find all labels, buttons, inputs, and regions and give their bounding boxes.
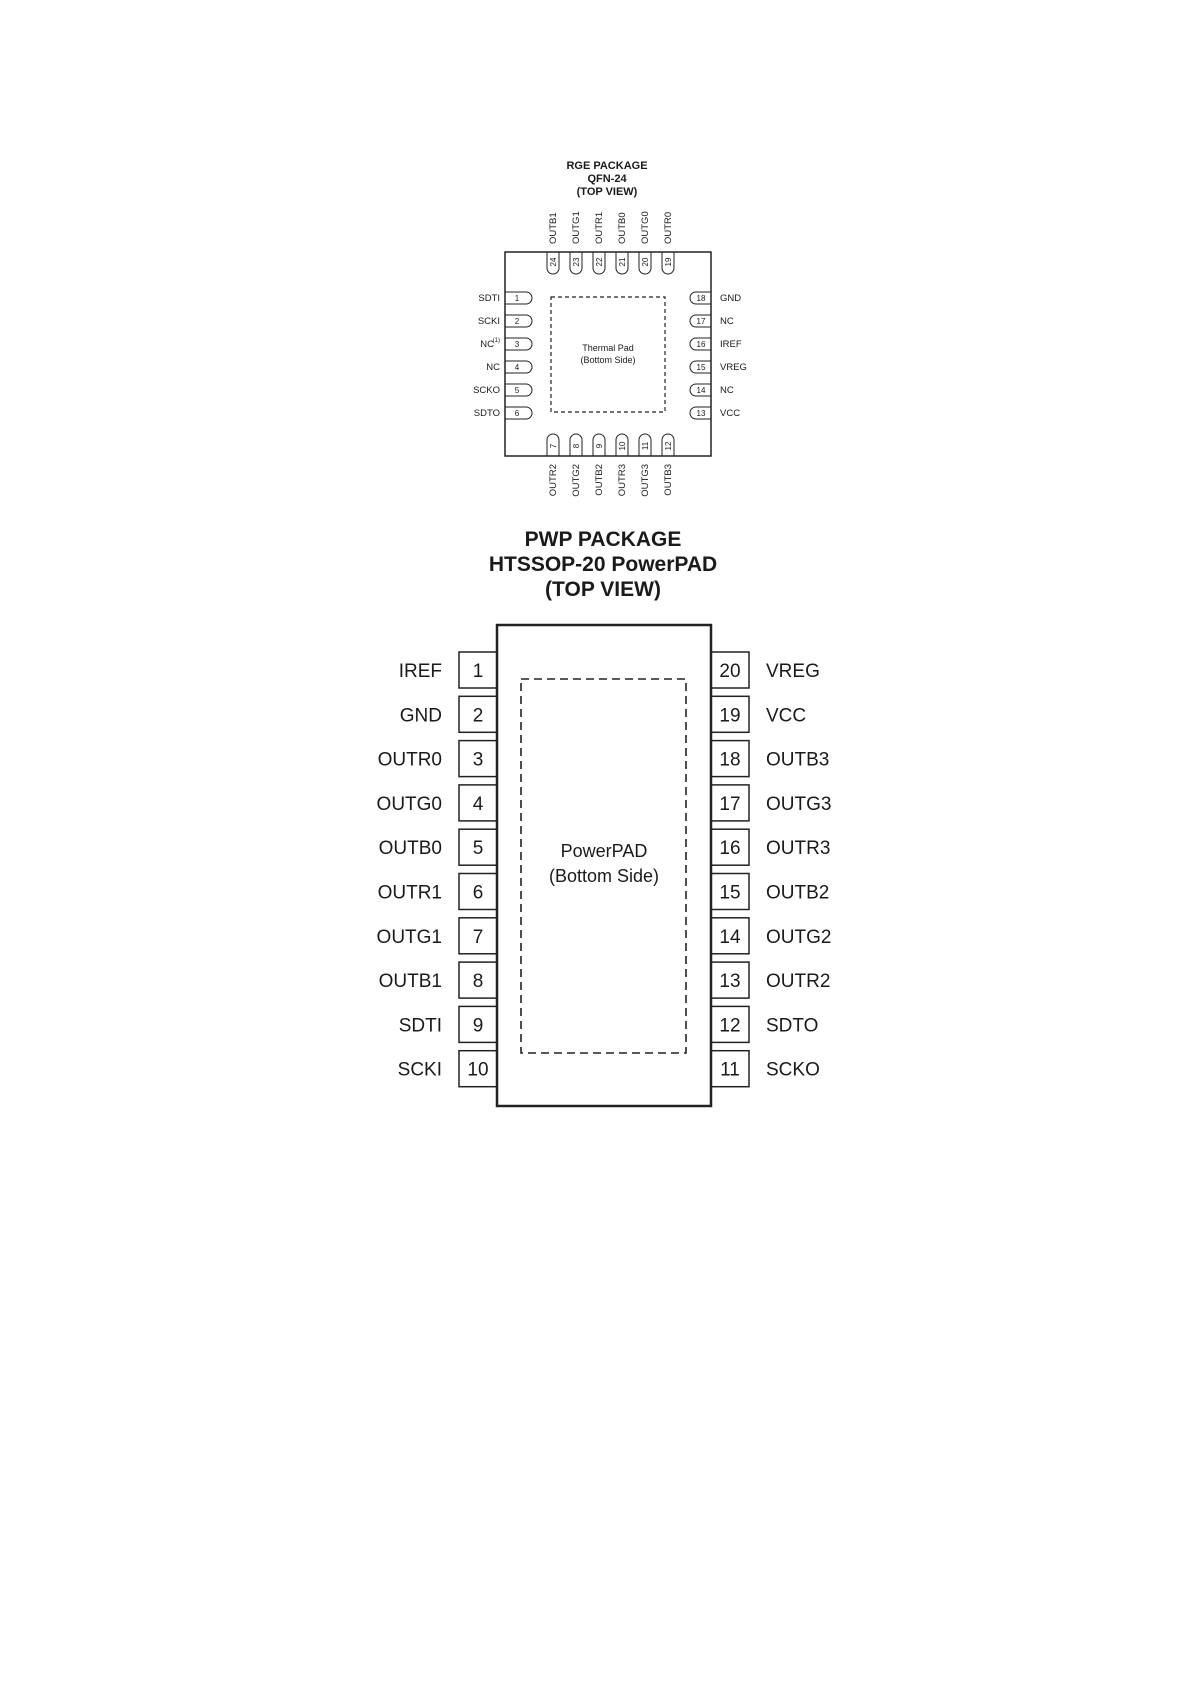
htssop-pin-number: 4 [472,793,484,815]
htssop-pin-number: 14 [719,926,741,948]
qfn-pin-name: NC [720,385,734,396]
qfn-pin-number: 9 [595,443,604,449]
qfn-pin-name: OUTB1 [548,212,559,244]
qfn-pin-name: SDTO [473,408,500,419]
htssop-pin-name: OUTB2 [766,882,830,904]
qfn-pin-name: SCKI [477,316,500,327]
htssop-pin-number: 8 [472,971,484,993]
htssop-pin-number: 6 [472,882,484,904]
htssop-pin-number: 17 [719,793,741,815]
qfn-pin-name: OUTG3 [640,464,651,497]
qfn-pin-number: 2 [514,317,520,326]
htssop-pin-name: SCKI [397,1059,442,1081]
qfn-pin-number: 8 [572,443,581,449]
htssop-pin-name: SDTI [398,1015,442,1037]
htssop-title-line-1: PWP PACKAGE [524,528,682,551]
qfn-pin-number: 13 [696,409,706,418]
qfn-right-pins [690,292,747,419]
qfn-pin-number: 24 [549,257,558,267]
htssop-pin-name: OUTG3 [766,793,832,815]
qfn-pin-name: NC [486,362,500,373]
htssop-pin-number: 18 [719,749,741,771]
qfn-pin-name: OUTB0 [617,212,628,244]
htssop-pad-label-1: PowerPAD [560,841,648,861]
qfn-pin-name: OUTG1 [571,211,582,244]
qfn-title-line-3: (TOP VIEW) [576,186,638,198]
htssop-pin-name: OUTG0 [376,793,442,815]
qfn-pin-number: 18 [696,294,706,303]
qfn-pin-name: OUTG2 [571,464,582,497]
qfn-pin-name: GND [720,293,742,304]
htssop-pin-name: GND [399,705,442,727]
qfn-pin-name: OUTR2 [548,464,559,497]
htssop-pin-number: 10 [467,1059,489,1081]
qfn-pin-number: 20 [641,257,650,267]
htssop-right-pins [711,652,831,1087]
htssop-pin-name: OUTR0 [377,749,442,771]
htssop-pin-number: 15 [719,882,741,904]
htssop-pin-number: 16 [719,838,741,860]
qfn-title-line-1: RGE PACKAGE [566,160,648,172]
qfn-pin-name: SCKO [473,385,500,396]
htssop-pin-number: 19 [719,705,741,727]
qfn-bottom-pins [547,434,674,497]
qfn-pin-name: VREG [720,362,747,373]
qfn-pin-name: NC [480,339,494,350]
htssop-pin-name: VCC [766,705,807,727]
htssop-pin-name: OUTG1 [376,926,442,948]
htssop-pin-number: 2 [472,705,484,727]
htssop-pin-name: VREG [766,661,820,682]
qfn-pin-number: 11 [641,441,650,451]
qfn-pin-number: 1 [514,294,520,303]
htssop-pin-number: 1 [472,661,484,682]
qfn-pin-number: 15 [696,363,706,372]
htssop-title-line-2: HTSSOP-20 PowerPAD [488,553,718,576]
qfn-pin-number: 12 [664,441,673,451]
htssop-pin-name: OUTR2 [766,971,831,993]
qfn-pin-number: 14 [696,386,706,395]
qfn-title-line-2: QFN-24 [587,173,627,185]
qfn-pad-label-1: Thermal Pad [582,343,634,353]
qfn-pin-name: OUTB2 [594,464,605,496]
qfn-pin-number: 7 [549,443,558,449]
htssop-pin-name: OUTR1 [377,882,442,904]
htssop-pin-name: OUTR3 [766,838,831,860]
qfn-pin-name: OUTG0 [640,211,651,244]
htssop-pin-number: 5 [472,838,484,860]
qfn-pin-name: OUTB3 [663,464,674,496]
qfn-pin-footnote: (1) [492,338,500,344]
qfn-pin-name: IREF [720,339,742,350]
qfn-pin-number: 22 [595,257,604,267]
htssop-pin-number: 3 [472,749,484,771]
qfn-left-pins [473,292,532,419]
htssop-pin-number: 9 [472,1015,484,1037]
qfn-pin-number: 17 [696,317,706,326]
htssop-package [377,528,832,1106]
qfn-pin-number: 16 [696,340,706,349]
htssop-pin-number: 20 [719,661,741,682]
htssop-title-line-3: (TOP VIEW) [545,578,661,601]
qfn-pad-label-2: (Bottom Side) [580,355,636,365]
htssop-pad-label-2: (Bottom Side) [548,866,660,886]
qfn-pin-number: 6 [514,409,520,418]
htssop-left-pins [377,652,497,1087]
qfn-pin-name: OUTR3 [617,464,628,497]
qfn-body [505,252,711,456]
qfn-pin-name: SDTI [478,293,500,304]
htssop-pin-name: SDTO [766,1015,819,1037]
htssop-pin-name: OUTB3 [766,749,830,771]
qfn-pin-number: 19 [664,257,673,267]
htssop-pin-number: 13 [719,971,741,993]
qfn-pin-number: 3 [514,340,520,349]
qfn-pin-number: 4 [514,363,520,372]
htssop-pin-number: 12 [719,1015,741,1037]
htssop-pin-name: OUTB1 [378,971,442,993]
qfn-pin-number: 10 [618,441,627,451]
qfn-top-pins [547,211,674,274]
htssop-pin-number: 11 [720,1059,740,1081]
qfn-pin-number: 23 [572,257,581,267]
htssop-pin-name: SCKO [766,1059,820,1081]
qfn-pin-name: VCC [720,408,741,419]
htssop-pin-number: 7 [472,926,484,948]
qfn-pin-name: NC [720,316,734,327]
qfn-pin-name: OUTR1 [594,211,605,244]
qfn-pin-number: 5 [514,386,520,395]
htssop-pin-name: IREF [398,661,442,682]
qfn-package [473,160,747,497]
qfn-pin-number: 21 [618,257,627,267]
htssop-pin-name: OUTG2 [766,926,832,948]
htssop-pin-name: OUTB0 [378,838,442,860]
qfn-pin-name: OUTR0 [663,211,674,244]
